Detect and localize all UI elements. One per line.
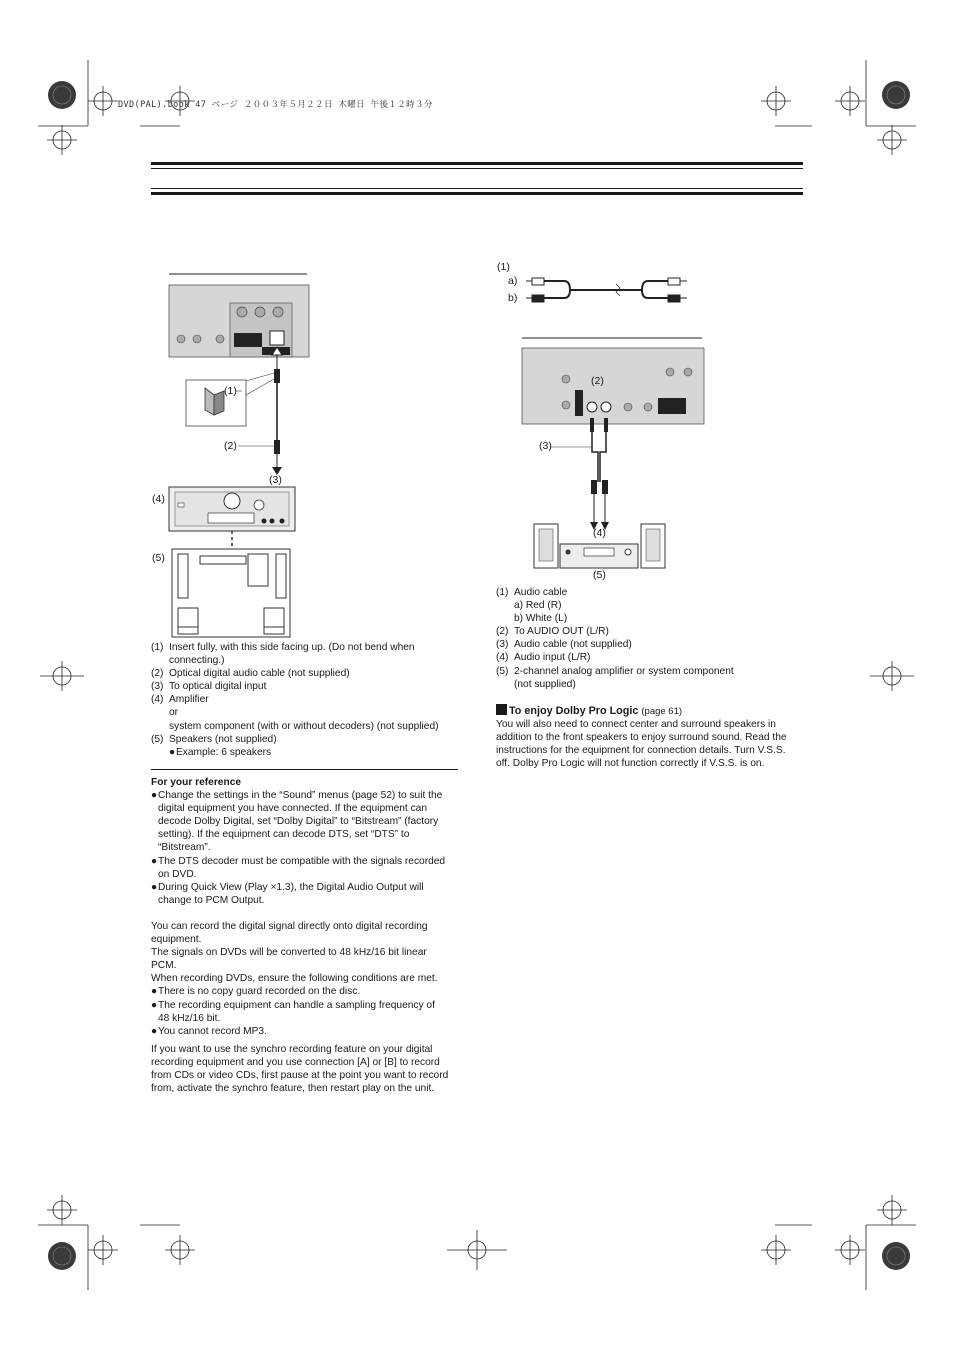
reference-section bbox=[151, 776, 461, 907]
right-legend-item-5: (5) 2-channel analog amplifier or system component bbox=[496, 665, 734, 677]
right-fig-label-4: (4) bbox=[593, 527, 606, 539]
left-fig-label-1: (1) bbox=[224, 385, 237, 397]
reference-bullet-3: ● During Quick View (Play ×1.3), the Digital Audio Output will change to PCM Output. bbox=[151, 881, 424, 906]
recording-bullet-1: ● There is no copy guard recorded on the disc. bbox=[151, 986, 361, 998]
left-fig-label-2: (2) bbox=[224, 440, 237, 452]
left-fig-label-3: (3) bbox=[269, 474, 282, 486]
right-fig-label-b: b) bbox=[508, 292, 518, 304]
dolby-section: To enjoy Dolby Pro Logic (page 61) You will also need to connect center and surround speakers in addition to the front speakers to enjoy surround sound. Read the instructions for the equipment for connection details. Turn V.S.S. off. Dolby Pro Logic will not function correctly if V.S.S. is on. bbox=[496, 704, 806, 770]
file-info-header: DVD(PAL).book 47 ページ ２００３年５月２２日 木曜日 午後１２時３分 bbox=[118, 100, 433, 110]
left-legend-item-2: (2) Optical digital audio cable (not supplied) bbox=[151, 668, 350, 680]
optical-connection-figure bbox=[150, 265, 310, 640]
synchro-paragraph: If you want to use the synchro recording feature on your digital recording equipment and you use connection [A] or [B] to record from CDs or video CDs, first pause at the point you want to record from, activate the synchro feature, then restart play on the unit. bbox=[151, 1044, 449, 1095]
reference-divider bbox=[151, 769, 458, 770]
right-legend-item-2: (2) To AUDIO OUT (L/R) bbox=[496, 626, 609, 638]
right-fig-label-1: (1) bbox=[497, 261, 510, 273]
right-fig-label-2: (2) bbox=[591, 375, 604, 387]
recording-section: You can record the digital signal directly onto digital recording equipment. The signals on DVDs will be converted to 48 kHz/16 bit linear PCM. When recording DVDs, ensure the following conditions are met. ● There is no copy guard recorded on the disc. ● The recording equipment can handle a sampling frequency of 48 kHz/16 bit. ● You cannot record MP3. bbox=[151, 920, 461, 1038]
recording-bullet-3: ● You cannot record MP3. bbox=[151, 1025, 267, 1037]
right-legend-item-3: (3) Audio cable (not supplied) bbox=[496, 639, 632, 651]
right-legend-item-1: (1) Audio cable bbox=[496, 587, 568, 598]
left-fig-label-4: (4) bbox=[152, 493, 165, 505]
left-legend-list: (1) Insert fully, with this side facing up. (Do not bend when connecting.) (2) Optical digital audio cable (not supplied) (3) To optical digital input (4) Amplifier or system component (with or without decoders) (not supplied) (5) Speakers (not supplied) ● Example: 6 speakers bbox=[151, 641, 461, 759]
right-legend-list: (1) Audio cable a) Red (R) b) White (L) (2) To AUDIO OUT (L/R) (3) Audio cable (not supplied) (4) Audio input (L/R) (5) 2-channel analog amplifier or system component (not supplied) bbox=[496, 586, 806, 691]
reference-bullet-1: ● Change the settings in the “Sound” menus (page 52) to suit the digital equipment you have connected. If the equipment can decode Dolby Digital, set “Dolby Digital” to “Bitstream” (factory setting). If the equipment can decode DTS, set “DTS” to “Bitstream”. bbox=[151, 790, 443, 854]
reference-title: For your reference bbox=[151, 777, 242, 788]
dolby-page-ref: (page 61) bbox=[641, 706, 683, 717]
right-fig-label-3: (3) bbox=[539, 440, 552, 452]
right-legend-item-4: (4) Audio input (L/R) bbox=[496, 652, 591, 664]
top-rule-thin bbox=[151, 168, 803, 169]
left-legend-item-1: (1) Insert fully, with this side facing up. (Do not bend when bbox=[151, 642, 415, 653]
reference-bullet-2: ● The DTS decoder must be compatible with the signals recorded on DVD. bbox=[151, 855, 446, 880]
right-fig-label-a: a) bbox=[508, 275, 518, 287]
analog-connection-figure bbox=[520, 270, 710, 590]
recording-bullet-2: ● The recording equipment can handle a sampling frequency of 48 kHz/16 bit. bbox=[151, 999, 435, 1024]
right-fig-label-5: (5) bbox=[593, 569, 606, 581]
square-bullet-icon bbox=[496, 704, 507, 715]
left-legend-item-3: (3) To optical digital input bbox=[151, 681, 267, 693]
left-legend-item-4: (4) Amplifier bbox=[151, 694, 209, 706]
bottom-rule-thick bbox=[151, 192, 803, 195]
top-rule-thick bbox=[151, 162, 803, 165]
bottom-rule-thin bbox=[151, 188, 803, 189]
left-fig-label-5: (5) bbox=[152, 552, 165, 564]
dolby-title: To enjoy Dolby Pro Logic (page 61) bbox=[496, 704, 806, 718]
left-legend-item-5: (5) Speakers (not supplied) bbox=[151, 733, 277, 745]
